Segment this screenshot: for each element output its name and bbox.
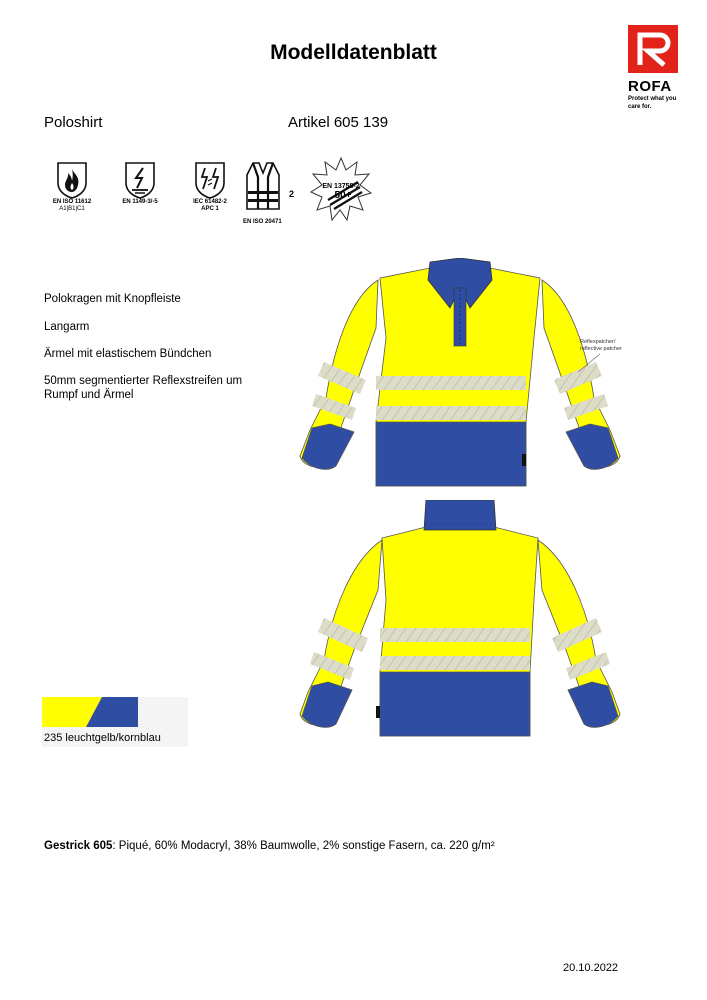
rofa-logo-icon	[628, 25, 678, 73]
hi-vis-vest-icon	[243, 161, 283, 211]
cert-iec-61482: IEC 61482-2 APC 1	[186, 161, 234, 213]
electric-arc-icon	[193, 161, 227, 199]
cert-en-iso-11612: EN ISO 11612 A1|B1|C1	[48, 161, 96, 213]
garment-front-image	[290, 258, 630, 490]
hi-vis-class: 2	[289, 189, 295, 199]
article-number: Artikel 605 139	[288, 114, 389, 131]
color-swatch-graphic	[42, 697, 188, 727]
antistatic-icon	[123, 161, 157, 199]
brand-logo	[628, 25, 686, 111]
feature-item: 50mm segmentierter Reflexstreifen um Rumpf und Ärmel	[44, 375, 243, 401]
cert-en-1149: EN 1149-3/-5	[116, 161, 164, 206]
feature-item: Polokragen mit Knopfleiste	[44, 293, 181, 305]
fabric-description	[44, 840, 495, 852]
product-name: Poloshirt	[44, 114, 103, 131]
fabric-label: Gestrick 605	[44, 840, 113, 852]
color-swatch-label: 235 leuchtgelb/kornblau	[44, 732, 161, 744]
feature-item: Ärmel mit elastischem Bündchen	[44, 348, 212, 360]
svg-text:EN 13758-2: EN 13758-2	[322, 183, 360, 190]
reflex-patcher-callout: Reflexpatcher/ reflective patcher	[580, 339, 622, 352]
document-date: 20.10.2022	[563, 962, 619, 974]
page-title: Modelldatenblatt	[270, 41, 437, 64]
cert-en-iso-20471: 2 EN ISO 20471	[243, 161, 305, 226]
brand-name: ROFA	[628, 78, 672, 95]
fabric-text: : Piqué, 60% Modacryl, 38% Baumwolle, 2% sonstige Fasern, ca. 220 g/m²	[112, 840, 495, 852]
cert-en-13758	[310, 156, 372, 224]
brand-claim-line1: Protect what you	[628, 96, 677, 102]
flame-icon	[55, 161, 89, 199]
feature-item: Langarm	[44, 321, 90, 333]
svg-text:50+: 50+	[334, 190, 352, 201]
brand-claim-line2: care for.	[628, 104, 652, 110]
sun-protection-icon	[310, 156, 372, 224]
garment-back-image	[290, 500, 630, 740]
